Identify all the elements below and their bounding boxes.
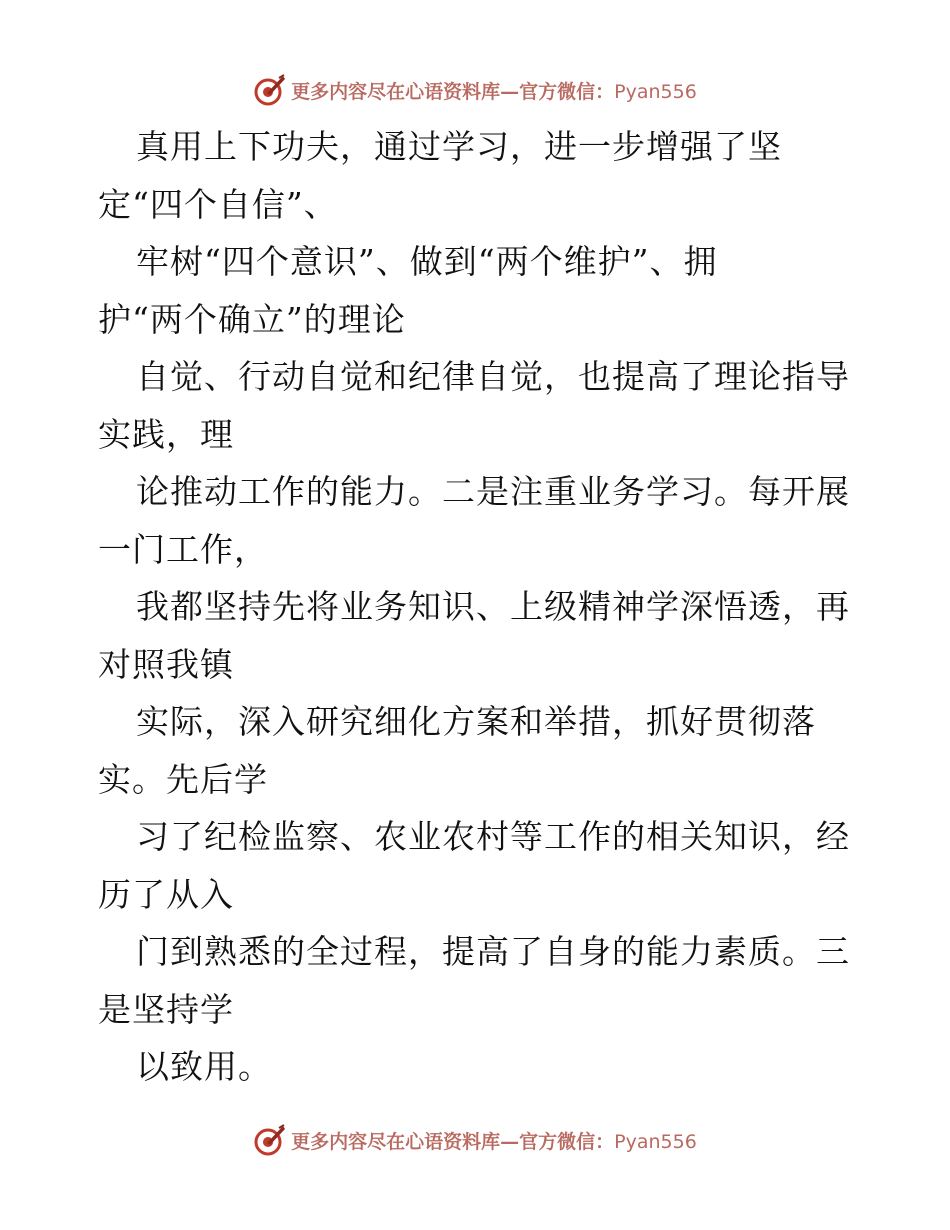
quill-logo-icon (253, 73, 287, 107)
quill-logo-icon (253, 1123, 287, 1157)
body-line: 护“两个确立”的理论 (98, 299, 406, 339)
footer-banner (0, 1120, 950, 1160)
footer-wechat-id: Pyan556 (614, 1130, 697, 1153)
body-line: 是坚持学 (98, 989, 234, 1029)
body-line: 真用上下功夫，通过学习，进一步增强了坚 (136, 127, 782, 166)
footer-banner-text: 更多内容尽在心语资料库—官方微信： (291, 1130, 615, 1153)
document-body (98, 118, 858, 1096)
body-line: 我都坚持先将业务知识、上级精神学深悟透，再 (136, 587, 850, 626)
body-line: 论推动工作的能力。二是注重业务学习。每开展 (136, 472, 850, 511)
body-line: 实际，深入研究细化方案和举措，抓好贯彻落 (136, 702, 816, 741)
body-line: 一门工作， (98, 529, 268, 569)
body-line: 历了从入 (98, 874, 234, 914)
header-wechat-id: Pyan556 (614, 80, 697, 103)
body-line: 牢树“四个意识”、做到“两个维护”、拥 (136, 242, 718, 281)
body-line: 实践，理 (98, 414, 234, 454)
body-line: 自觉、行动自觉和纪律自觉，也提高了理论指导 (136, 357, 850, 396)
body-line: 门到熟悉的全过程，提高了自身的能力素质。三 (136, 932, 850, 971)
body-line: 习了纪检监察、农业农村等工作的相关知识，经 (136, 817, 850, 856)
header-banner (0, 70, 950, 110)
body-line: 实。先后学 (98, 759, 268, 799)
body-line: 对照我镇 (98, 644, 234, 684)
body-line: 以致用。 (136, 1047, 272, 1086)
header-banner-text: 更多内容尽在心语资料库—官方微信： (291, 80, 615, 103)
body-line: 定“四个自信”、 (98, 184, 338, 224)
